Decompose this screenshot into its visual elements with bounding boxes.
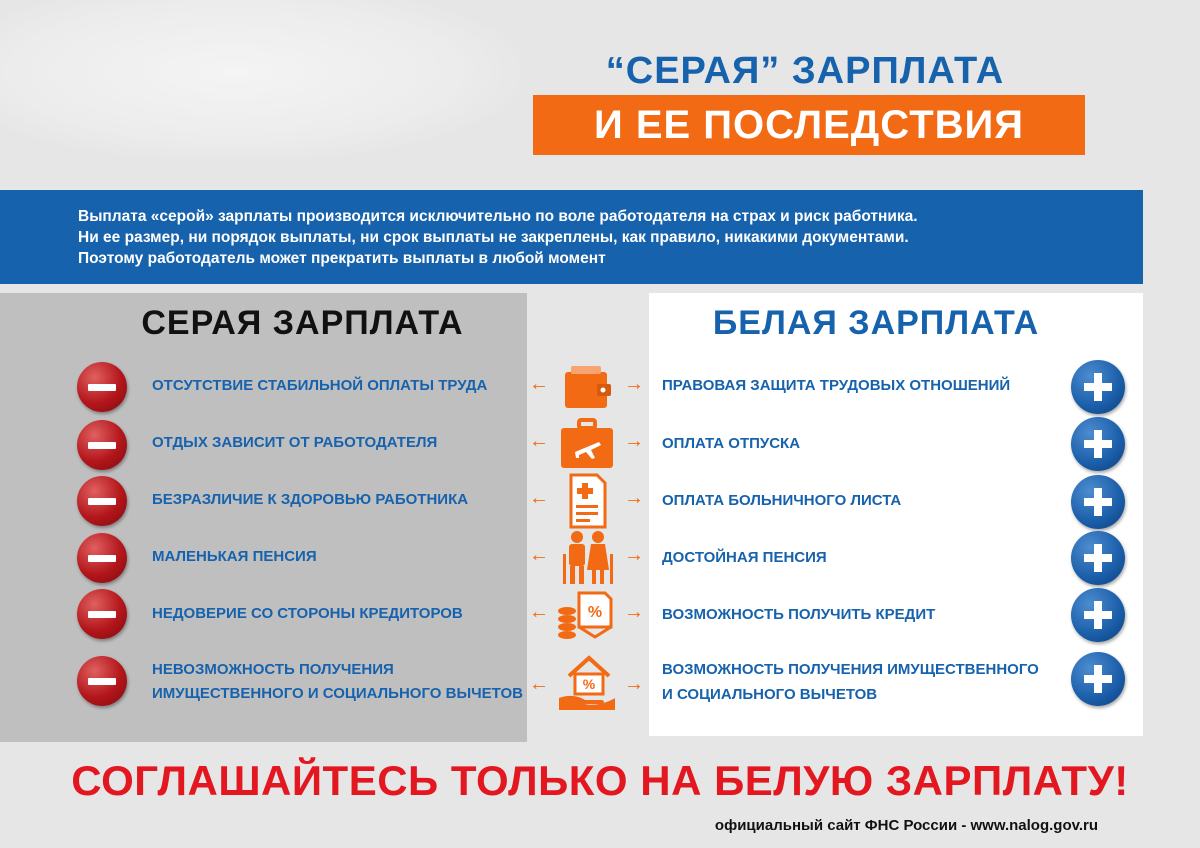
- intro-line-3: Поэтому работодатель может прекратить выплаты в любой момент: [78, 250, 606, 267]
- plus-icon: [1071, 531, 1125, 585]
- arrow-right-icon: →: [624, 373, 644, 395]
- arrow-right-icon: →: [624, 544, 644, 566]
- arrow-left-icon: ←: [529, 544, 549, 566]
- footer-source: официальный сайт ФНС России - www.nalog.gov.ru: [714, 817, 1098, 834]
- minus-icon: [77, 589, 127, 639]
- arrow-left-icon: ←: [529, 601, 549, 623]
- percent-glyph: %: [582, 676, 596, 692]
- white-salary-heading: БЕЛАЯ ЗАРПЛАТА: [712, 304, 1040, 342]
- minus-icon: [77, 420, 127, 470]
- minus-icon: [77, 656, 127, 706]
- title-line2: И ЕЕ ПОСЛЕДСТВИЯ: [593, 102, 1025, 147]
- arrow-left-icon: ←: [529, 373, 549, 395]
- title-line1: “СЕРАЯ” ЗАРПЛАТА: [605, 50, 1005, 92]
- white-item: ОПЛАТА ОТПУСКА: [662, 435, 801, 452]
- wallet-icon: [555, 358, 619, 418]
- call-to-action: СОГЛАШАЙТЕСЬ ТОЛЬКО НА БЕЛУЮ ЗАРПЛАТУ!: [71, 757, 1129, 804]
- suitcase-plane-icon: [555, 414, 619, 474]
- white-item: ПРАВОВАЯ ЗАЩИТА ТРУДОВЫХ ОТНОШЕНИЙ: [662, 377, 1011, 394]
- gray-item: НЕДОВЕРИЕ СО СТОРОНЫ КРЕДИТОРОВ: [152, 605, 463, 622]
- arrow-right-icon: →: [624, 601, 644, 623]
- arrow-right-icon: →: [624, 487, 644, 509]
- coins-percent-icon: [555, 585, 619, 645]
- white-item: ОПЛАТА БОЛЬНИЧНОГО ЛИСТА: [662, 492, 902, 509]
- gray-item: МАЛЕНЬКАЯ ПЕНСИЯ: [152, 548, 317, 565]
- arrow-left-icon: ←: [529, 487, 549, 509]
- minus-icon: [77, 533, 127, 583]
- elderly-couple-icon: [555, 528, 619, 588]
- percent-glyph: %: [587, 604, 603, 621]
- gray-item: ОТСУТСТВИЕ СТАБИЛЬНОЙ ОПЛАТЫ ТРУДА: [152, 377, 488, 394]
- minus-icon: [77, 362, 127, 412]
- arrow-right-icon: →: [624, 673, 644, 695]
- gray-salary-heading: СЕРАЯ ЗАРПЛАТА: [141, 304, 464, 342]
- blurred-area: [0, 0, 520, 160]
- arrow-left-icon: ←: [529, 430, 549, 452]
- plus-icon: [1071, 652, 1125, 706]
- gray-item: ИМУЩЕСТВЕННОГО И СОЦИАЛЬНОГО ВЫЧЕТОВ: [152, 685, 523, 702]
- medical-document-icon: [555, 471, 619, 531]
- intro-line-2: Ни ее размер, ни порядок выплаты, ни срок выплаты не закреплены, как правило, никакими документами.: [78, 229, 909, 246]
- gray-item: БЕЗРАЗЛИЧИЕ К ЗДОРОВЬЮ РАБОТНИКА: [152, 491, 469, 508]
- title-line2-box: [533, 95, 1085, 155]
- intro-line-1: Выплата «серой» зарплаты производится исключительно по воле работодателя на страх и риск работника.: [78, 208, 918, 225]
- white-item: ВОЗМОЖНОСТЬ ПОЛУЧИТЬ КРЕДИТ: [662, 606, 936, 623]
- arrow-right-icon: →: [624, 430, 644, 452]
- minus-icon: [77, 476, 127, 526]
- white-item: ДОСТОЙНАЯ ПЕНСИЯ: [662, 549, 827, 566]
- intro-band: [0, 190, 1143, 284]
- house-hand-percent-icon: [555, 652, 619, 712]
- white-item: ВОЗМОЖНОСТЬ ПОЛУЧЕНИЯ ИМУЩЕСТВЕННОГО: [662, 661, 1039, 678]
- plus-icon: [1071, 588, 1125, 642]
- gray-item: ОТДЫХ ЗАВИСИТ ОТ РАБОТОДАТЕЛЯ: [152, 434, 438, 451]
- white-item: И СОЦИАЛЬНОГО ВЫЧЕТОВ: [662, 686, 878, 703]
- arrow-left-icon: ←: [529, 673, 549, 695]
- plus-icon: [1071, 360, 1125, 414]
- plus-icon: [1071, 417, 1125, 471]
- plus-icon: [1071, 475, 1125, 529]
- gray-item: НЕВОЗМОЖНОСТЬ ПОЛУЧЕНИЯ: [152, 661, 394, 678]
